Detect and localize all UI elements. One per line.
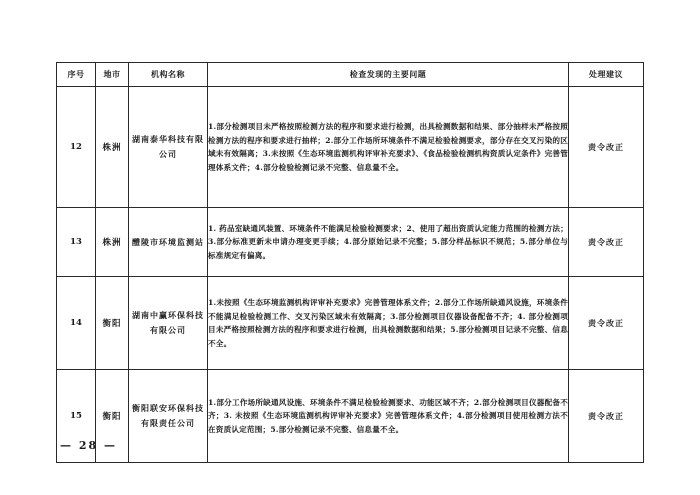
row-org: 湖南泰华科技有限公司: [129, 87, 208, 208]
row-city: 株洲: [96, 87, 129, 208]
row-no: 15: [57, 370, 96, 463]
table-row: [57, 87, 644, 208]
row-suggestion: 责令改正: [569, 208, 644, 277]
row-suggestion: 责令改正: [569, 277, 644, 370]
header-no: 序号: [57, 63, 96, 87]
row-no: 14: [57, 277, 96, 370]
row-issues: 1.部分检测项目未严格按照检测方法的程序和要求进行检测，出具检测数据和结果、部分抽样未严格按照检测方法的程序和要求进行抽样；2.部分工作场所环境条件不满足检验检测要求，部分存在交叉污染的区域未有效隔离；3.未按照《生态环境监测机构评审补充要求》、《食品检验检测机构资质认定条件》完善管理体系文件；4.部分检验检测记录不完整、信息量不全。: [208, 87, 569, 208]
row-city: 衡阳: [96, 277, 129, 370]
row-org: 衡阳联安环保科技有限责任公司: [129, 370, 208, 463]
page-number: — 28 —: [60, 439, 117, 452]
row-issues: 1.部分工作场所缺通风设施、环境条件不满足检验检测要求、功能区域不齐；2.部分检测项目仪器配备不齐；3. 未按照《生态环境监测机构评审补充要求》完善管理体系文件；4.部分检测项目使用检测方法不在资质认定范围；5.部分检测记录不完整、信息量不全。: [208, 370, 569, 463]
header-suggestion: 处理建议: [569, 63, 644, 87]
row-org: 湖南中赢环保科技有限公司: [129, 277, 208, 370]
table-row: [57, 208, 644, 277]
table-row: [57, 277, 644, 370]
inspection-results-table: [56, 62, 644, 463]
row-suggestion: 责令改正: [569, 370, 644, 463]
header-issues: 检查发现的主要问题: [208, 63, 569, 87]
row-no: 13: [57, 208, 96, 277]
row-suggestion: 责令改正: [569, 87, 644, 208]
row-org: 醴陵市环境监测站: [129, 208, 208, 277]
table-header-row: [57, 63, 644, 87]
header-org: 机构名称: [129, 63, 208, 87]
row-issues: 1.未按照《生态环境监测机构评审补充要求》完善管理体系文件；2.部分工作场所缺通风设施，环境条件不能满足检验检测工作、交叉污染区域未有效隔离；3.部分检测项目仪器设备配备不齐；4. 部分检测项目未严格按照检测方法的程序和要求进行检测，出具检测数据和结果；5.部分检测项目记录不完整、信息不全。: [208, 277, 569, 370]
header-city: 地市: [96, 63, 129, 87]
table-row: [57, 370, 644, 463]
row-issues: 1. 药品室缺通风装置、环境条件不能满足检验检测要求；2、使用了超出资质认定能力范围的检测方法；3.部分标准更新未申请办理变更手续；4.部分原始记录不完整；5.部分样品标识不规范；5.部分单位与标准规定有偏离。: [208, 208, 569, 277]
row-city: 株洲: [96, 208, 129, 277]
row-no: 12: [57, 87, 96, 208]
row-city: 衡阳: [96, 370, 129, 463]
